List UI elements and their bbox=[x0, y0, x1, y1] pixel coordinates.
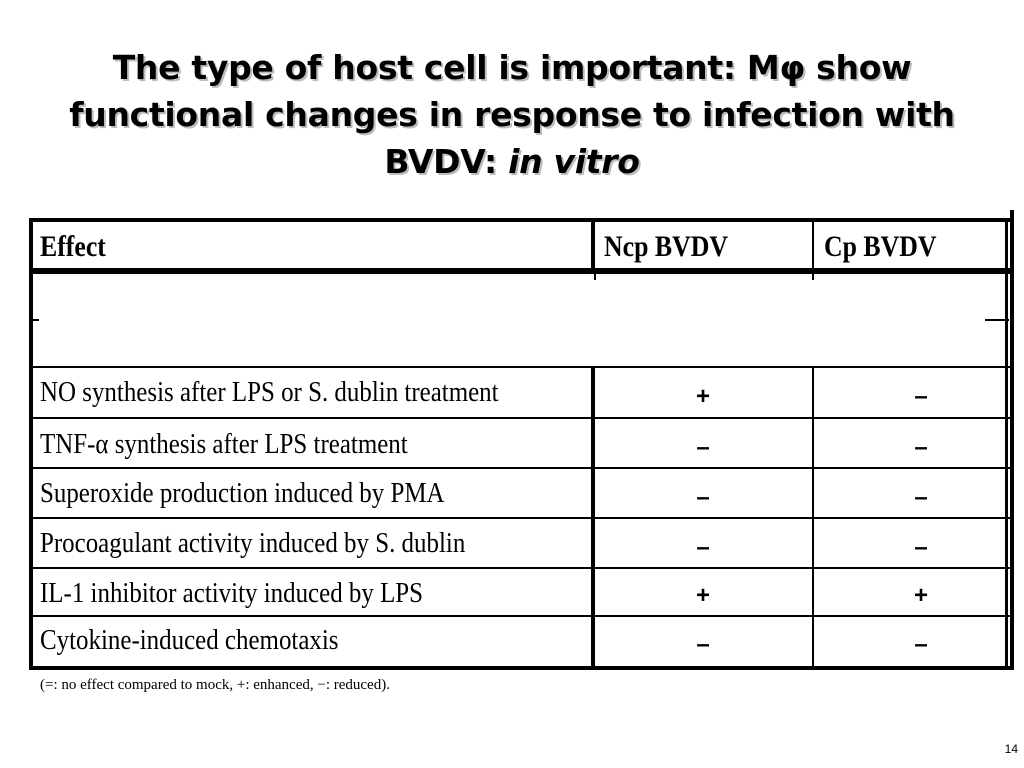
tick-right bbox=[985, 319, 1009, 321]
row-line-3 bbox=[29, 517, 1011, 519]
table-footnote: (=: no effect compared to mock, +: enhanced, −: reduced). bbox=[40, 677, 390, 693]
row-line-1 bbox=[29, 417, 1011, 419]
row-line-4 bbox=[29, 567, 1011, 569]
row-cp-value: – bbox=[914, 383, 928, 410]
title-line-3 bbox=[30, 138, 994, 185]
row-line-0 bbox=[29, 366, 1011, 368]
row-line-5 bbox=[29, 615, 1011, 617]
row-effect: Cytokine-induced chemotaxis bbox=[40, 624, 339, 656]
title-line-3-italic: in vitro bbox=[508, 142, 640, 181]
row-ncp-value: + bbox=[695, 383, 710, 410]
row-cp-value: – bbox=[914, 534, 928, 561]
row-ncp-value: – bbox=[696, 534, 710, 561]
row-ncp-value: + bbox=[695, 582, 710, 609]
header-cp-bvdv: Cp BVDV bbox=[824, 230, 937, 263]
header-ncp-bvdv: Ncp BVDV bbox=[604, 230, 728, 263]
row-effect: Procoagulant activity induced by S. dublin bbox=[40, 527, 466, 559]
row-effect: NO synthesis after LPS or S. dublin treatment bbox=[40, 376, 499, 408]
row-cp-value: – bbox=[914, 434, 928, 461]
tick-left bbox=[33, 319, 39, 321]
row-cp-value: – bbox=[914, 484, 928, 511]
header-bottom-border bbox=[29, 268, 1011, 274]
header-effect: Effect bbox=[40, 230, 106, 263]
tick-sep-2 bbox=[812, 274, 814, 280]
row-ncp-value: – bbox=[696, 434, 710, 461]
row-effect: IL-1 inhibitor activity induced by LPS bbox=[40, 577, 424, 609]
title-line-1: The type of host cell is important: Mφ show bbox=[112, 48, 912, 87]
row-cp-value: – bbox=[914, 631, 928, 658]
row-cp-value: + bbox=[913, 582, 928, 609]
col-sep-2-header bbox=[812, 222, 814, 274]
row-effect: Superoxide production induced by PMA bbox=[40, 477, 445, 509]
row-line-2 bbox=[29, 467, 1011, 469]
title-line-2: functional changes in response to infection with bbox=[69, 95, 955, 134]
table-right-border-outer bbox=[1010, 210, 1014, 670]
page-number: 14 bbox=[1004, 742, 1018, 756]
col-sep-1-header bbox=[591, 222, 595, 274]
table-right-border bbox=[1005, 218, 1008, 670]
row-effect: TNF-α synthesis after LPS treatment bbox=[40, 428, 408, 460]
tick-sep-1 bbox=[594, 274, 596, 280]
title-line-3-text: BVDV: bbox=[384, 142, 509, 181]
row-ncp-value: – bbox=[696, 631, 710, 658]
slide-title bbox=[30, 44, 994, 185]
row-ncp-value: – bbox=[696, 484, 710, 511]
